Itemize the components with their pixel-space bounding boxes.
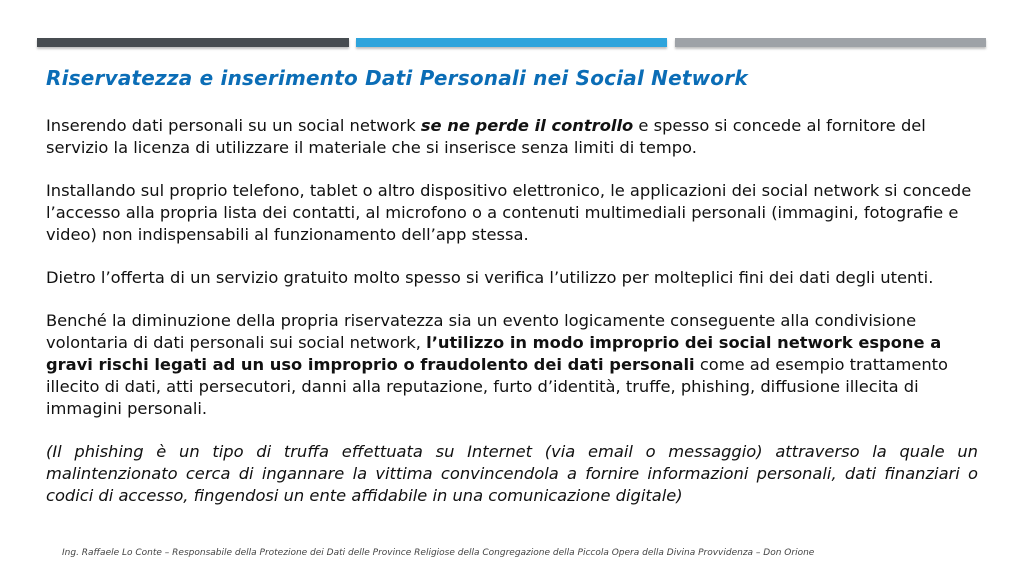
slide-body xyxy=(46,115,978,507)
footer-credit: Ing. Raffaele Lo Conte – Responsabile della Protezione dei Dati delle Province Religiose della Congregazione della Piccola Opera della Divina Provvidenza – Don Orione xyxy=(62,548,815,558)
slide-title: Riservatezza e inserimento Dati Personali nei Social Network xyxy=(46,66,748,90)
paragraph-phishing-definition: (Il phishing è un tipo di truffa effettuata su Internet (via email o messaggio) attraverso la quale un malintenzionato cerca di ingannare la vittima convincendola a fornire informazioni personali, dati finanziari o codici di accesso, fingendosi un ente affidabile in una comunicazione digitale) xyxy=(46,442,978,505)
paragraph-free-service: Dietro l’offerta di un servizio gratuito molto spesso si verifica l’utilizzo per molteplici fini dei dati degli utenti. xyxy=(46,268,934,287)
paragraph-app-permissions: Installando sul proprio telefono, tablet o altro dispositivo elettronico, le applicazioni dei social network si concede l’accesso alla propria lista dei contatti, al microfono o a contenuti multimediali personali (immagini, fotografie e video) non indispensabili al funzionamento dell’app stessa. xyxy=(46,181,972,244)
paragraph-risks: Benché la diminuzione della propria riservatezza sia un evento logicamente conseguente alla condivisione volontaria di dati personali sui social network, l’utilizzo in modo improprio dei social network espone a gravi rischi legati ad un uso improprio o fraudolento dei dati personali come ad esempio trattamento illecito di dati, atti persecutori, danni alla reputazione, furto d’identità, truffe, phishing, diffusione illecita di immagini personali. xyxy=(46,311,948,418)
emphasis-risks: l’utilizzo in modo improprio dei social network espone a gravi rischi legati ad un uso improprio o fraudolento dei dati personali xyxy=(46,333,942,374)
header-bar-blue xyxy=(356,38,667,47)
emphasis-control-loss: se ne perde il controllo xyxy=(420,116,634,135)
header-bar-dark xyxy=(37,38,349,47)
paragraph-data-control: Inserendo dati personali su un social network se ne perde il controllo e spesso si concede al fornitore del servizio la licenza di utilizzare il materiale che si inserisce senza limiti di tempo. xyxy=(46,116,926,157)
header-bar-gray xyxy=(675,38,986,47)
